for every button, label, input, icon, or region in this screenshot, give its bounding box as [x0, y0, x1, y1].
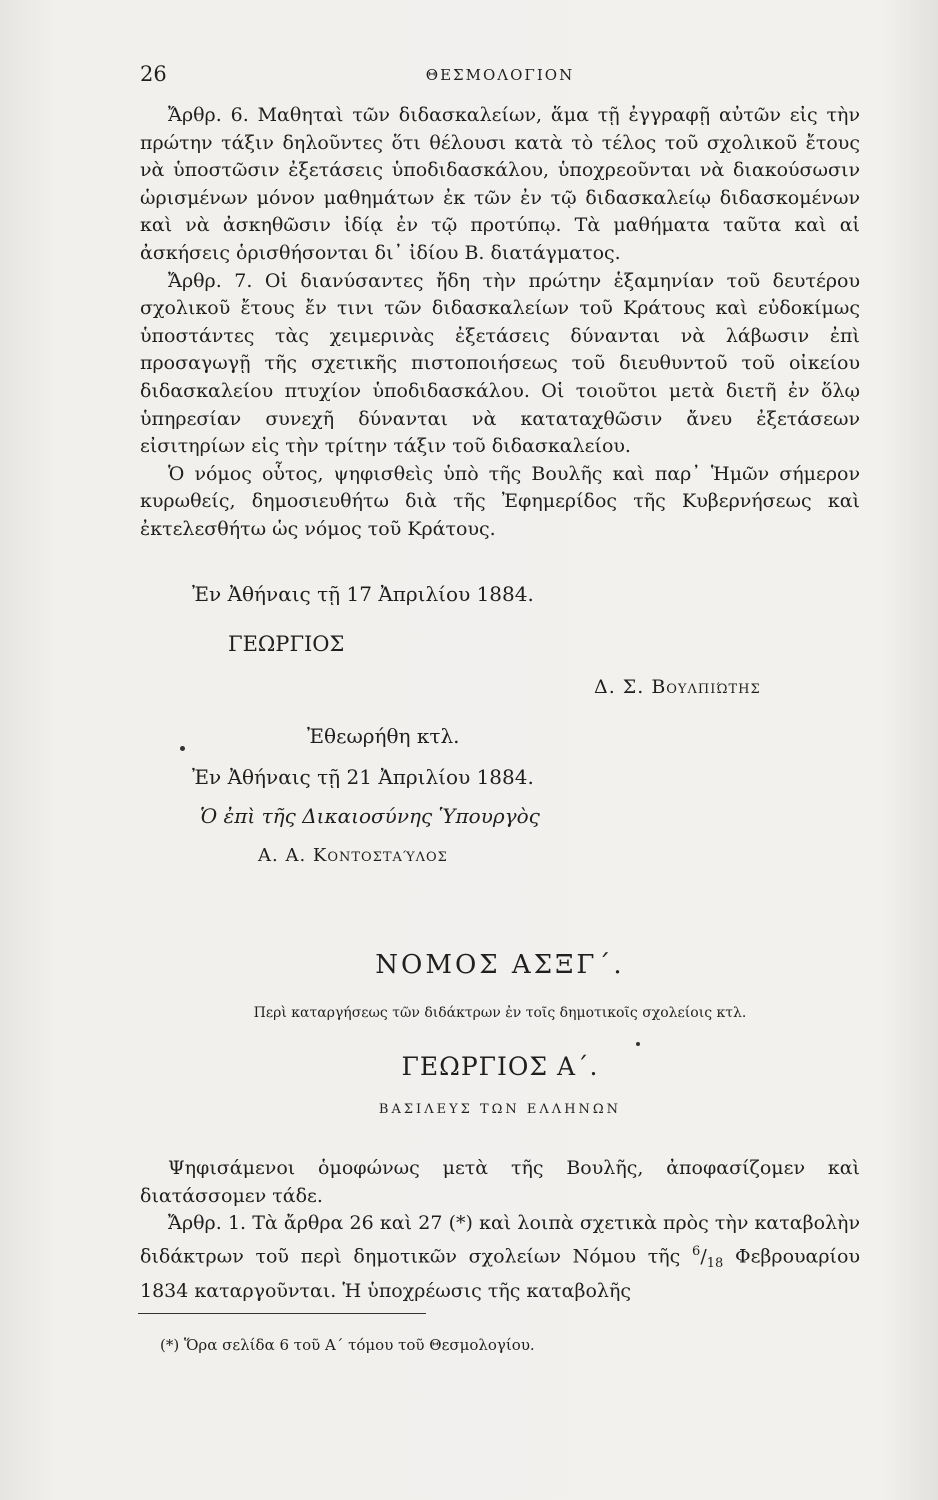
signature-minister-1: Δ. Σ. Βουλπιώτης: [594, 676, 761, 698]
article-1-text: Ἄρθρ. 1. Τὰ ἄρθρα 26 καὶ 27 (*) καὶ λοιπὰ σχετικὰ πρὸς τὴν καταβολὴν διδάκτρων τοῦ περὶ δημοτικῶν σχολείων Νόμου τῆς: [140, 1212, 860, 1268]
ink-dot: [636, 1042, 640, 1046]
running-title: ΘΕΣΜΟΛΟΓΙΟΝ: [425, 66, 575, 84]
law-title: ΝΟΜΟΣ ΑΣΞΓ΄.: [375, 950, 625, 980]
king-title: ΓΕΩΡΓΙΟΣ Α΄.: [401, 1052, 599, 1081]
fraction-denominator: 18: [706, 1255, 724, 1271]
articles-block: [140, 102, 860, 544]
footnote: (*) Ὅρα σελίδα 6 τοῦ Α΄ τόμου τοῦ Θεσμολογίου.: [160, 1336, 535, 1354]
article-6: Ἄρθρ. 6. Μαθηταὶ τῶν διδασκαλείων, ἅμα τῇ ἐγγραφῇ αὐτῶν εἰς τὴν πρώτην τάξιν δηλοῦντες ὅτι θέλουσι κατὰ τὸ τέλος τοῦ σχολικοῦ ἔτους νὰ ὑποστῶσιν ἐξετάσεις ὑποδιδασκάλου, ὑποχρεοῦνται νὰ διακούσωσιν ὡρισμένων μόνον μαθημάτων ἐκ τῶν ἐν τῷ διδασκαλείῳ διδασκομένων καὶ νὰ ἀσκηθῶσιν ἰδίᾳ ἐν τῷ προτύπῳ. Τὰ μαθήματα ταῦτα καὶ αἱ ἀσκήσεις ὁρισθήσονται δι᾽ ἰδίου Β. διατάγματος.: [140, 104, 860, 264]
king-subtitle: ΒΑΣΙΛΕΥΣ ΤΩΝ ΕΛΛΗΝΩΝ: [378, 1102, 622, 1117]
signature-king: ΓΕΩΡΓΙΟΣ: [228, 632, 345, 656]
fraction-numerator: 6: [692, 1243, 701, 1259]
article-1: Ἄρθρ. 1. Τὰ ἄρθρα 26 καὶ 27 (*) καὶ λοιπὰ σχετικὰ πρὸς τὴν καταβολὴν διδάκτρων τοῦ περὶ δημοτικῶν σχολείων Νόμου τῆς $^6/_{18}$ Φεβρουαρίου 1834 καταργοῦνται. Ἡ ὑποχρέωσις τῆς καταβολῆς: [140, 1212, 860, 1302]
date-line-2: Ἐν Ἀθήναις τῇ 21 Ἀπριλίου 1884.: [192, 765, 534, 789]
minister-name: Α. Α. Κοντοσταύλος: [258, 845, 448, 866]
ink-dot: [180, 746, 185, 751]
page-number: 26: [140, 62, 167, 86]
law-subtitle: Περὶ καταργήσεως τῶν διδάκτρων ἐν τοῖς δημοτικοῖς σχολείοις κτλ.: [253, 1005, 747, 1021]
law-body: [140, 1155, 860, 1305]
article-1-text-cont: Φεβρουαρίου 1834 καταργοῦνται. Ἡ ὑποχρέωσις τῆς καταβολῆς: [140, 1245, 860, 1302]
article-7: Ἄρθρ. 7. Οἱ διανύσαντες ἤδη τὴν πρώτην ἑξαμηνίαν τοῦ δευτέρου σχολικοῦ ἔτους ἔν τινι τῶν διδασκαλείων τοῦ Κράτους καὶ εὐδοκίμως ὑποστάντες τὰς χειμερινὰς ἐξετάσεις δύνανται νὰ λάβωσιν ἐπὶ προσαγωγῇ τῆς σχετικῆς πιστοποιήσεως τοῦ διευθυντοῦ τοῦ οἰκείου διδασκαλείου πτυχίον ὑποδιδασκάλου. Οἱ τοιοῦτοι μετὰ διετῆ ἐν ὅλῳ ὑπηρεσίαν συνεχῆ δύνανται νὰ καταταχθῶσιν ἄνευ ἐξετάσεων εἰσιτηρίων εἰς τὴν τρίτην τάξιν τοῦ διδασκαλείου.: [140, 269, 860, 458]
minister-title: Ὁ ἐπὶ τῆς Δικαιοσύνης Ὑπουργὸς: [200, 804, 540, 828]
seen-line: Ἐθεωρήθη κτλ.: [307, 724, 460, 748]
footnote-divider: [138, 1313, 426, 1314]
preamble: Ψηφισάμενοι ὁμοφώνως μετὰ τῆς Βουλῆς, ἀποφασίζομεν καὶ διατάσσομεν τάδε.: [140, 1157, 860, 1207]
date-line-1: Ἐν Ἀθήναις τῇ 17 Ἀπριλίου 1884.: [192, 582, 534, 606]
enactment-clause: Ὁ νόμος οὗτος, ψηφισθεὶς ὑπὸ τῆς Βουλῆς καὶ παρ᾽ Ἡμῶν σήμερον κυρωθείς, δημοσιευθήτω διὰ τῆς Ἐφημερίδος τῆς Κυβερνήσεως καὶ ἐκτελεσθήτω ὡς νόμος τοῦ Κράτους.: [140, 462, 860, 540]
page-header: [140, 62, 860, 98]
